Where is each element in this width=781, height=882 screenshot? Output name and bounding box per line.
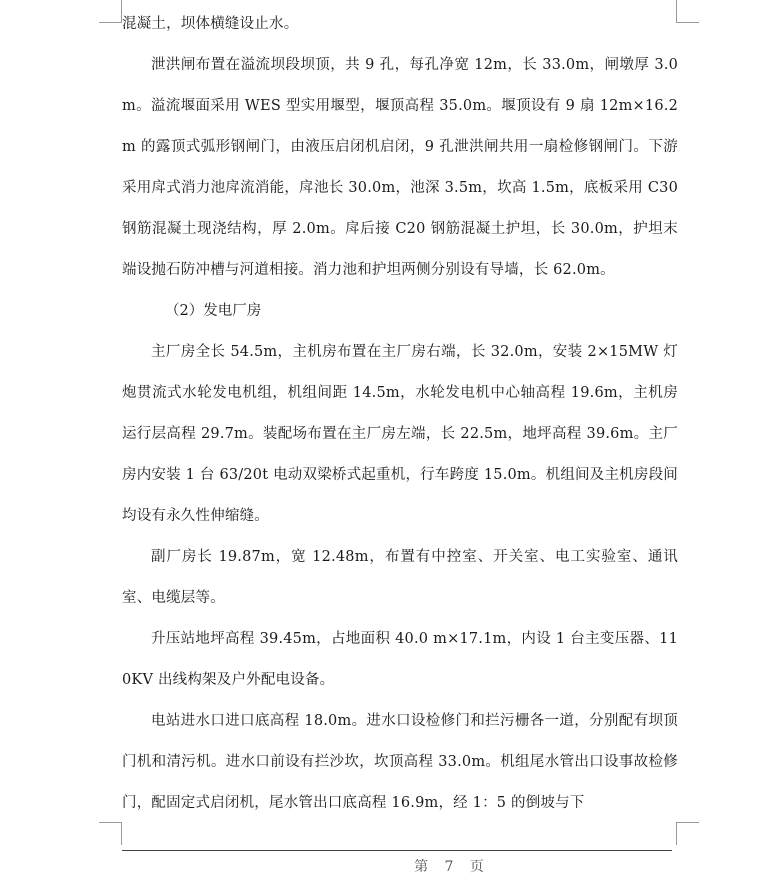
paragraph-substation: 升压站地坪高程 39.45m，占地面积 40.0 m×17.1m，内设 1 台主变压器、110KV 出线构架及户外配电设备。 xyxy=(122,631,678,688)
paragraph-main-powerhouse: 主厂房全长 54.5m，主机房布置在主厂房右端，长 32.0m，安装 2×15MW 灯炮贯流式水轮发电机组，机组间距 14.5m，水轮发电机中心轴高程 19.6m，主机房运行层高程 29.7m。装配场布置在主厂房左端，长 22.5m，地坪高程 39.6m。主厂房内安装 1 台 63/20t 电动双梁桥式起重机，行车跨度 15.0m。机组间及主机房段间均设有永久性伸缩缝。 xyxy=(122,344,678,524)
paragraph-dam-joint: 混凝土，坝体横缝设止水。 xyxy=(122,16,299,32)
crop-mark-bottom-left xyxy=(99,822,122,845)
crop-mark-top-left xyxy=(99,0,122,23)
crop-mark-top-right xyxy=(676,0,699,23)
paragraph-spillway: 泄洪闸布置在溢流坝段坝顶，共 9 孔，每孔净宽 12m，长 33.0m，闸墩厚 3.0m。溢流堰面采用 WES 型实用堰型，堰顶高程 35.0m。堰顶设有 9 扇 12m×16.2m 的露顶式弧形钢闸门，由液压启闭机启闭，9 孔泄洪闸共用一扇检修钢闸门。下游采用戽式消力池戽流消能，戽池长 30.0m，池深 3.5m，坎高 1.5m，底板采用 C30 钢筋混凝土现浇结构，厚 2.0m。戽后接 C20 钢筋混凝土护坦，长 30.0m，护坦末端设抛石防冲槽与河道相接。消力池和护坦两侧分别设有导墙，长 62.0m。 xyxy=(122,57,678,278)
document-body xyxy=(122,4,678,824)
section-heading-powerhouse: （2）发电厂房 xyxy=(165,303,262,319)
footer-divider xyxy=(122,850,672,851)
paragraph-intake: 电站进水口进口底高程 18.0m。进水口设检修门和拦污栅各一道，分别配有坝顶门机和清污机。进水口前设有拦沙坎，坎顶高程 33.0m。机组尾水管出口设事故检修门，配固定式启闭机，尾水管出口底高程 16.9m，经 1：5 的倒坡与下 xyxy=(122,713,678,811)
page-number: 第 7 页 xyxy=(414,859,490,875)
paragraph-auxiliary-powerhouse: 副厂房长 19.87m，宽 12.48m，布置有中控室、开关室、电工实验室、通讯室、电缆层等。 xyxy=(122,549,678,606)
crop-mark-bottom-right xyxy=(676,822,699,845)
